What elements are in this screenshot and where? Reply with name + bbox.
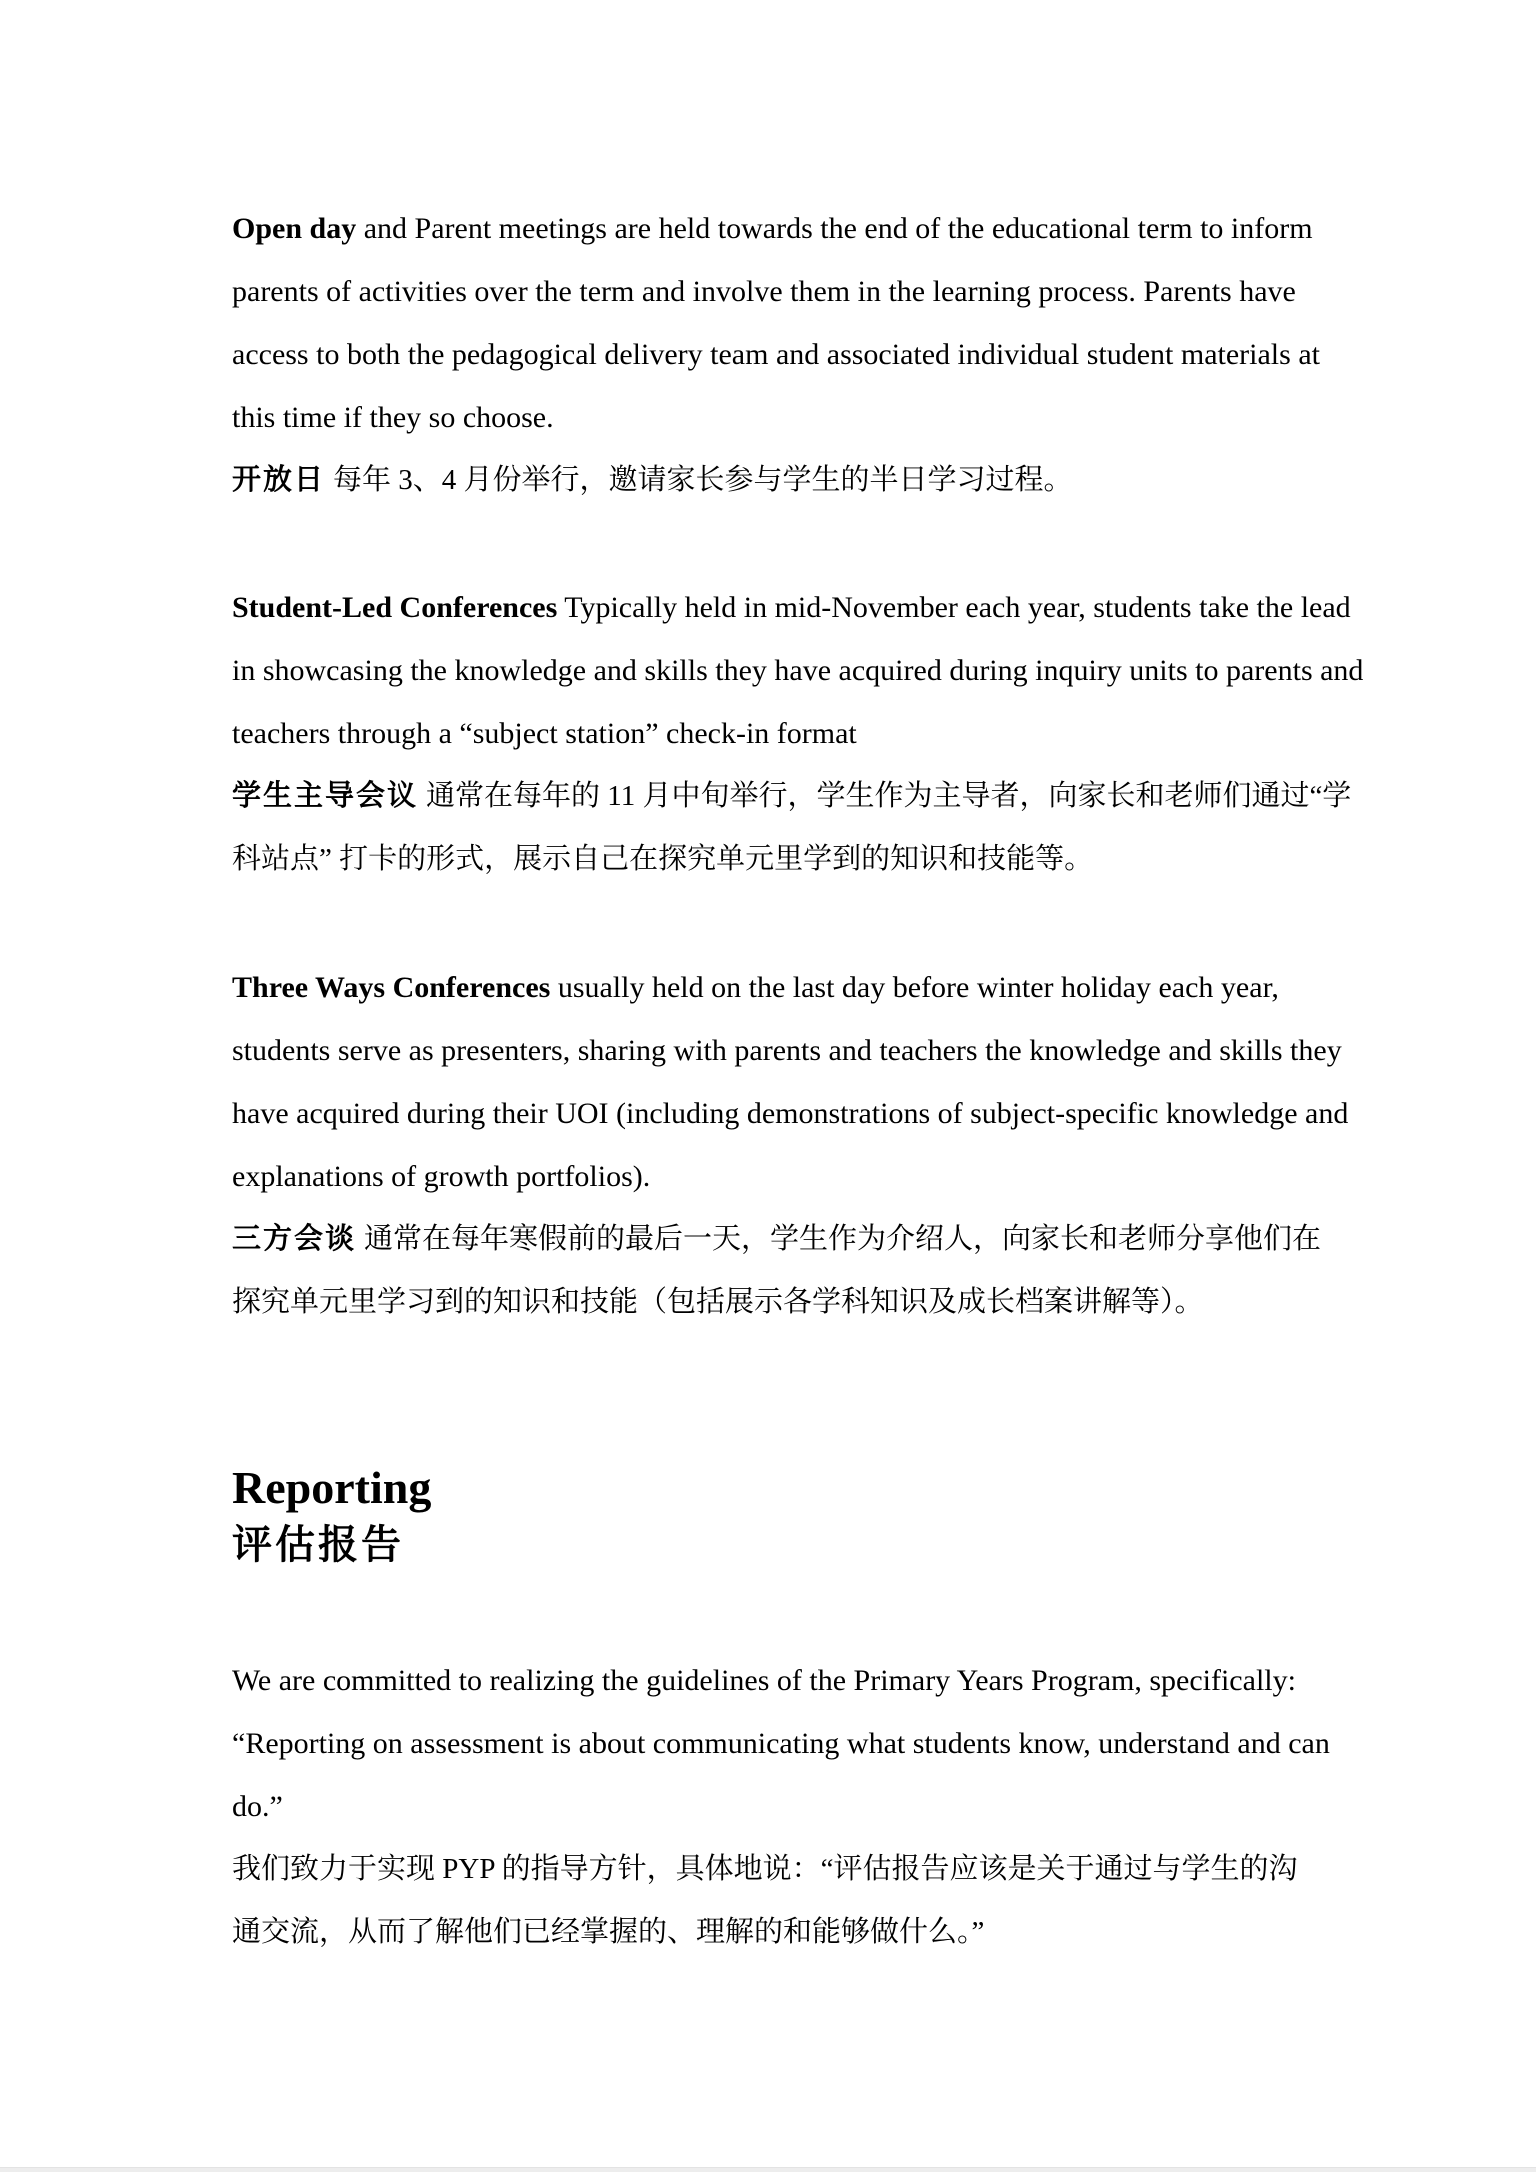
bold-lead: 学生主导会议 [232, 780, 419, 812]
heading-reporting-chinese: 评估报告 [232, 1523, 404, 1567]
line-text: this time if they so choose. [232, 401, 554, 434]
page-content [232, 0, 1364, 1964]
line-text: 每年 3、4 月份举行，邀请家长参与学生的半日学习过程。 [333, 464, 1073, 496]
line-text: 探究单元里学习到的知识和技能（包括展示各学科知识及成长档案讲解等）。 [232, 1286, 1204, 1318]
section-open-day [232, 197, 1320, 512]
text-line [232, 1082, 1349, 1145]
text-line [232, 1019, 1342, 1082]
line-text: have acquired during their UOI (including demonstrations of subject-specific knowledge and [232, 1097, 1349, 1130]
text-line [232, 260, 1306, 323]
line-text: “Reporting on assessment is about communicating what students know, understand and can [232, 1727, 1330, 1760]
line-text: explanations of growth portfolios). [232, 1160, 651, 1193]
line-text: teachers through a “subject station” check-in format [232, 717, 857, 750]
bold-lead: Student-Led Conferences [232, 591, 558, 624]
text-line [232, 639, 1364, 702]
text-line [232, 1208, 1322, 1271]
section-three-ways-conferences [232, 956, 1349, 1334]
heading-reporting-english: Reporting [232, 1462, 432, 1513]
text-line [232, 1838, 1306, 1901]
text-line [232, 828, 1306, 891]
line-text: 我们致力于实现 PYP 的指导方针，具体地说：“评估报告应该是关于通过与学生的沟 [232, 1853, 1298, 1885]
section-student-led-conferences [232, 576, 1364, 891]
text-line [232, 765, 1352, 828]
section-closing-statement [232, 1649, 1330, 1964]
section-heading-reporting [232, 1459, 1306, 1573]
text-line [232, 449, 1306, 512]
text-line [232, 702, 1306, 765]
bold-lead: 三方会谈 [232, 1223, 357, 1255]
line-text: We are committed to realizing the guidelines of the Primary Years Program, specifically: [232, 1664, 1296, 1697]
line-text: parents of activities over the term and involve them in the learning process. Parents have [232, 275, 1296, 308]
line-text: 科站点” 打卡的形式，展示自己在探究单元里学到的知识和技能等。 [232, 843, 1094, 875]
text-line [232, 1901, 1306, 1964]
line-text: usually held on the last day before winter holiday each year, [550, 971, 1279, 1004]
text-line [232, 323, 1320, 386]
page-bottom-edge [0, 2167, 1536, 2172]
text-line [232, 1145, 1306, 1208]
line-text: and Parent meetings are held towards the end of the educational term to inform [356, 212, 1313, 245]
bold-lead: 开放日 [232, 464, 326, 496]
bold-lead: Open day [232, 212, 357, 245]
text-line [232, 576, 1351, 639]
line-text: access to both the pedagogical delivery team and associated individual student materials at [232, 338, 1320, 371]
text-line [232, 1775, 1306, 1838]
line-text: 通常在每年寒假前的最后一天，学生作为介绍人，向家长和老师分享他们在 [364, 1223, 1322, 1255]
text-line [232, 1649, 1306, 1712]
line-text: 通交流，从而了解他们已经掌握的、理解的和能够做什么。” [232, 1916, 985, 1948]
line-text: 通常在每年的 11 月中旬举行，学生作为主导者，向家长和老师们通过“学 [426, 780, 1352, 812]
text-line [232, 1712, 1330, 1775]
line-text: in showcasing the knowledge and skills they have acquired during inquiry units to parents and [232, 654, 1364, 687]
line-text: Typically held in mid-November each year, students take the lead [557, 591, 1351, 624]
text-line [232, 956, 1306, 1019]
text-line [232, 386, 1306, 449]
line-text: do.” [232, 1790, 283, 1823]
text-line [232, 197, 1313, 260]
bold-lead: Three Ways Conferences [232, 971, 551, 1004]
text-line [232, 1271, 1306, 1334]
line-text: students serve as presenters, sharing with parents and teachers the knowledge and skills they [232, 1034, 1342, 1067]
